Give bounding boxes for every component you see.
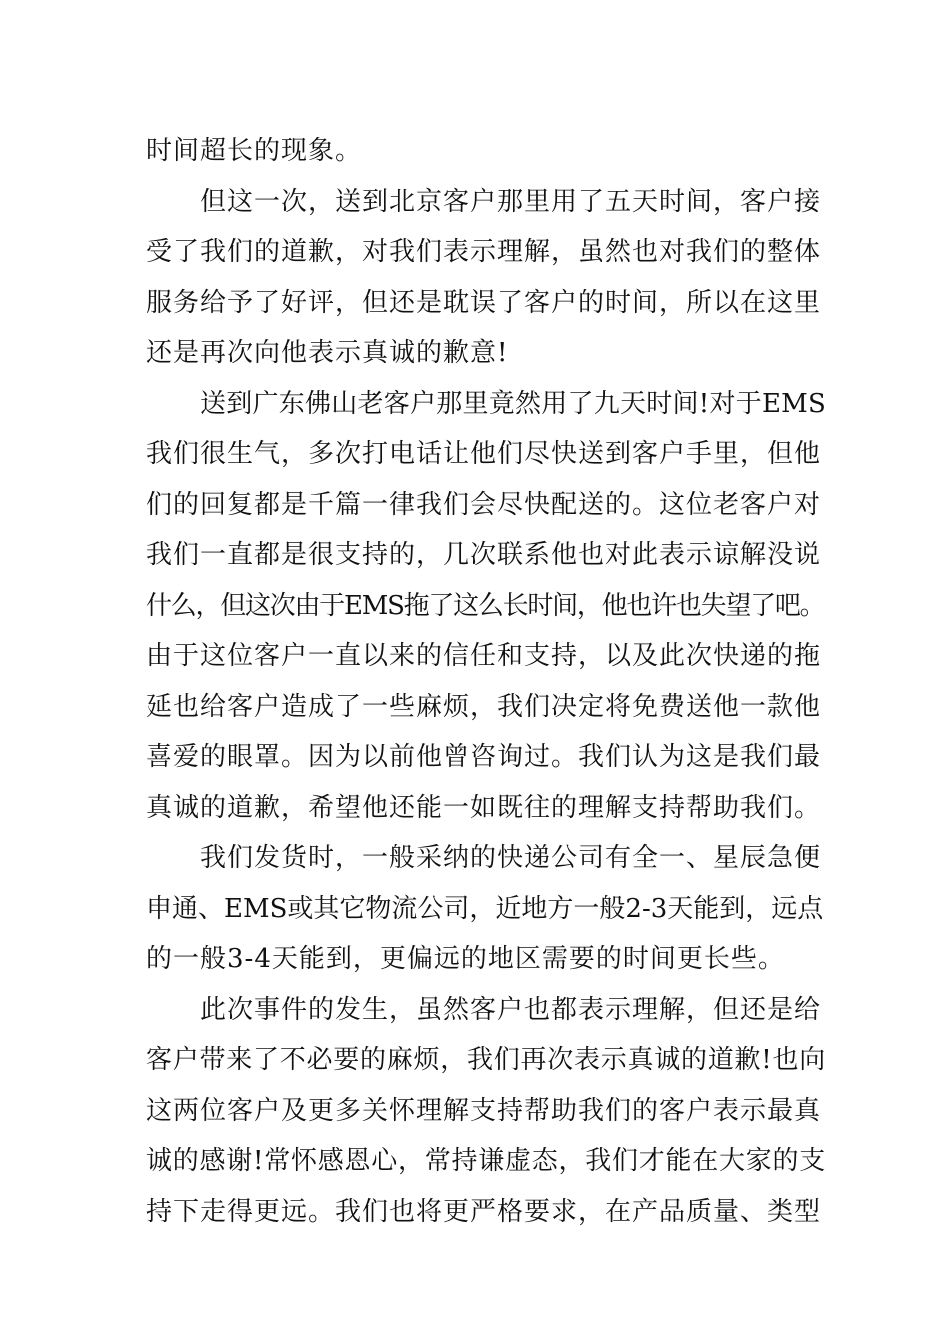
text-line: 的一般3-4天能到，更偏远的地区需要的时间更长些。 <box>146 944 785 974</box>
text-line: 但这一次，送到北京客户那里用了五天时间，客户接 <box>200 186 822 217</box>
text-line: 受了我们的道歉，对我们表示理解，虽然也对我们的整体 <box>146 237 822 267</box>
text-line: 持下走得更远。我们也将更严格要求，在产品质量、类型 <box>146 1196 822 1227</box>
paragraph-3 <box>146 379 826 834</box>
text-line: 延也给客户造成了一些麻烦，我们决定将免费送他一款他 <box>146 691 822 722</box>
text-line: 什么，但这次由于EMS拖了这么长时间，他也许也失望了吧。 <box>146 590 825 621</box>
document-body <box>146 126 826 1237</box>
text-line: 时间超长的现象。 <box>146 136 363 166</box>
text-line: 申通、EMS或其它物流公司，近地方一般2-3天能到，远点 <box>146 893 824 924</box>
text-line: 由于这位客户一直以来的信任和支持，以及此次快递的拖 <box>146 641 822 671</box>
text-line: 我们发货时，一般采纳的快递公司有全一、星辰急便 <box>200 843 822 873</box>
text-line: 还是再次向他表示真诚的歉意! <box>146 338 509 368</box>
text-line: 这两位客户及更多关怀理解支持帮助我们的客户表示最真 <box>146 1095 822 1126</box>
text-line: 真诚的道歉，希望他还能一如既往的理解支持帮助我们。 <box>146 792 822 823</box>
text-line: 喜爱的眼罩。因为以前他曾咨询过。我们认为这是我们最 <box>146 742 822 772</box>
text-line: 们的回复都是千篇一律我们会尽快配送的。这位老客户对 <box>146 489 822 520</box>
text-line: 送到广东佛山老客户那里竟然用了九天时间!对于EMS <box>200 388 827 419</box>
paragraph-1 <box>146 126 826 177</box>
paragraph-4 <box>146 833 826 985</box>
text-line: 服务给予了好评，但还是耽误了客户的时间，所以在这里 <box>146 287 822 318</box>
text-line: 诚的感谢!常怀感恩心，常持谦虚态，我们才能在大家的支 <box>146 1146 826 1176</box>
text-line: 此次事件的发生，虽然客户也都表示理解，但还是给 <box>200 994 822 1025</box>
text-line: 我们一直都是很支持的，几次联系他也对此表示谅解没说 <box>146 540 822 570</box>
paragraph-5 <box>146 985 826 1238</box>
text-line: 客户带来了不必要的麻烦，我们再次表示真诚的道歉!也向 <box>146 1045 826 1075</box>
text-line: 我们很生气，多次打电话让他们尽快送到客户手里，但他 <box>146 439 822 469</box>
paragraph-2 <box>146 177 826 379</box>
